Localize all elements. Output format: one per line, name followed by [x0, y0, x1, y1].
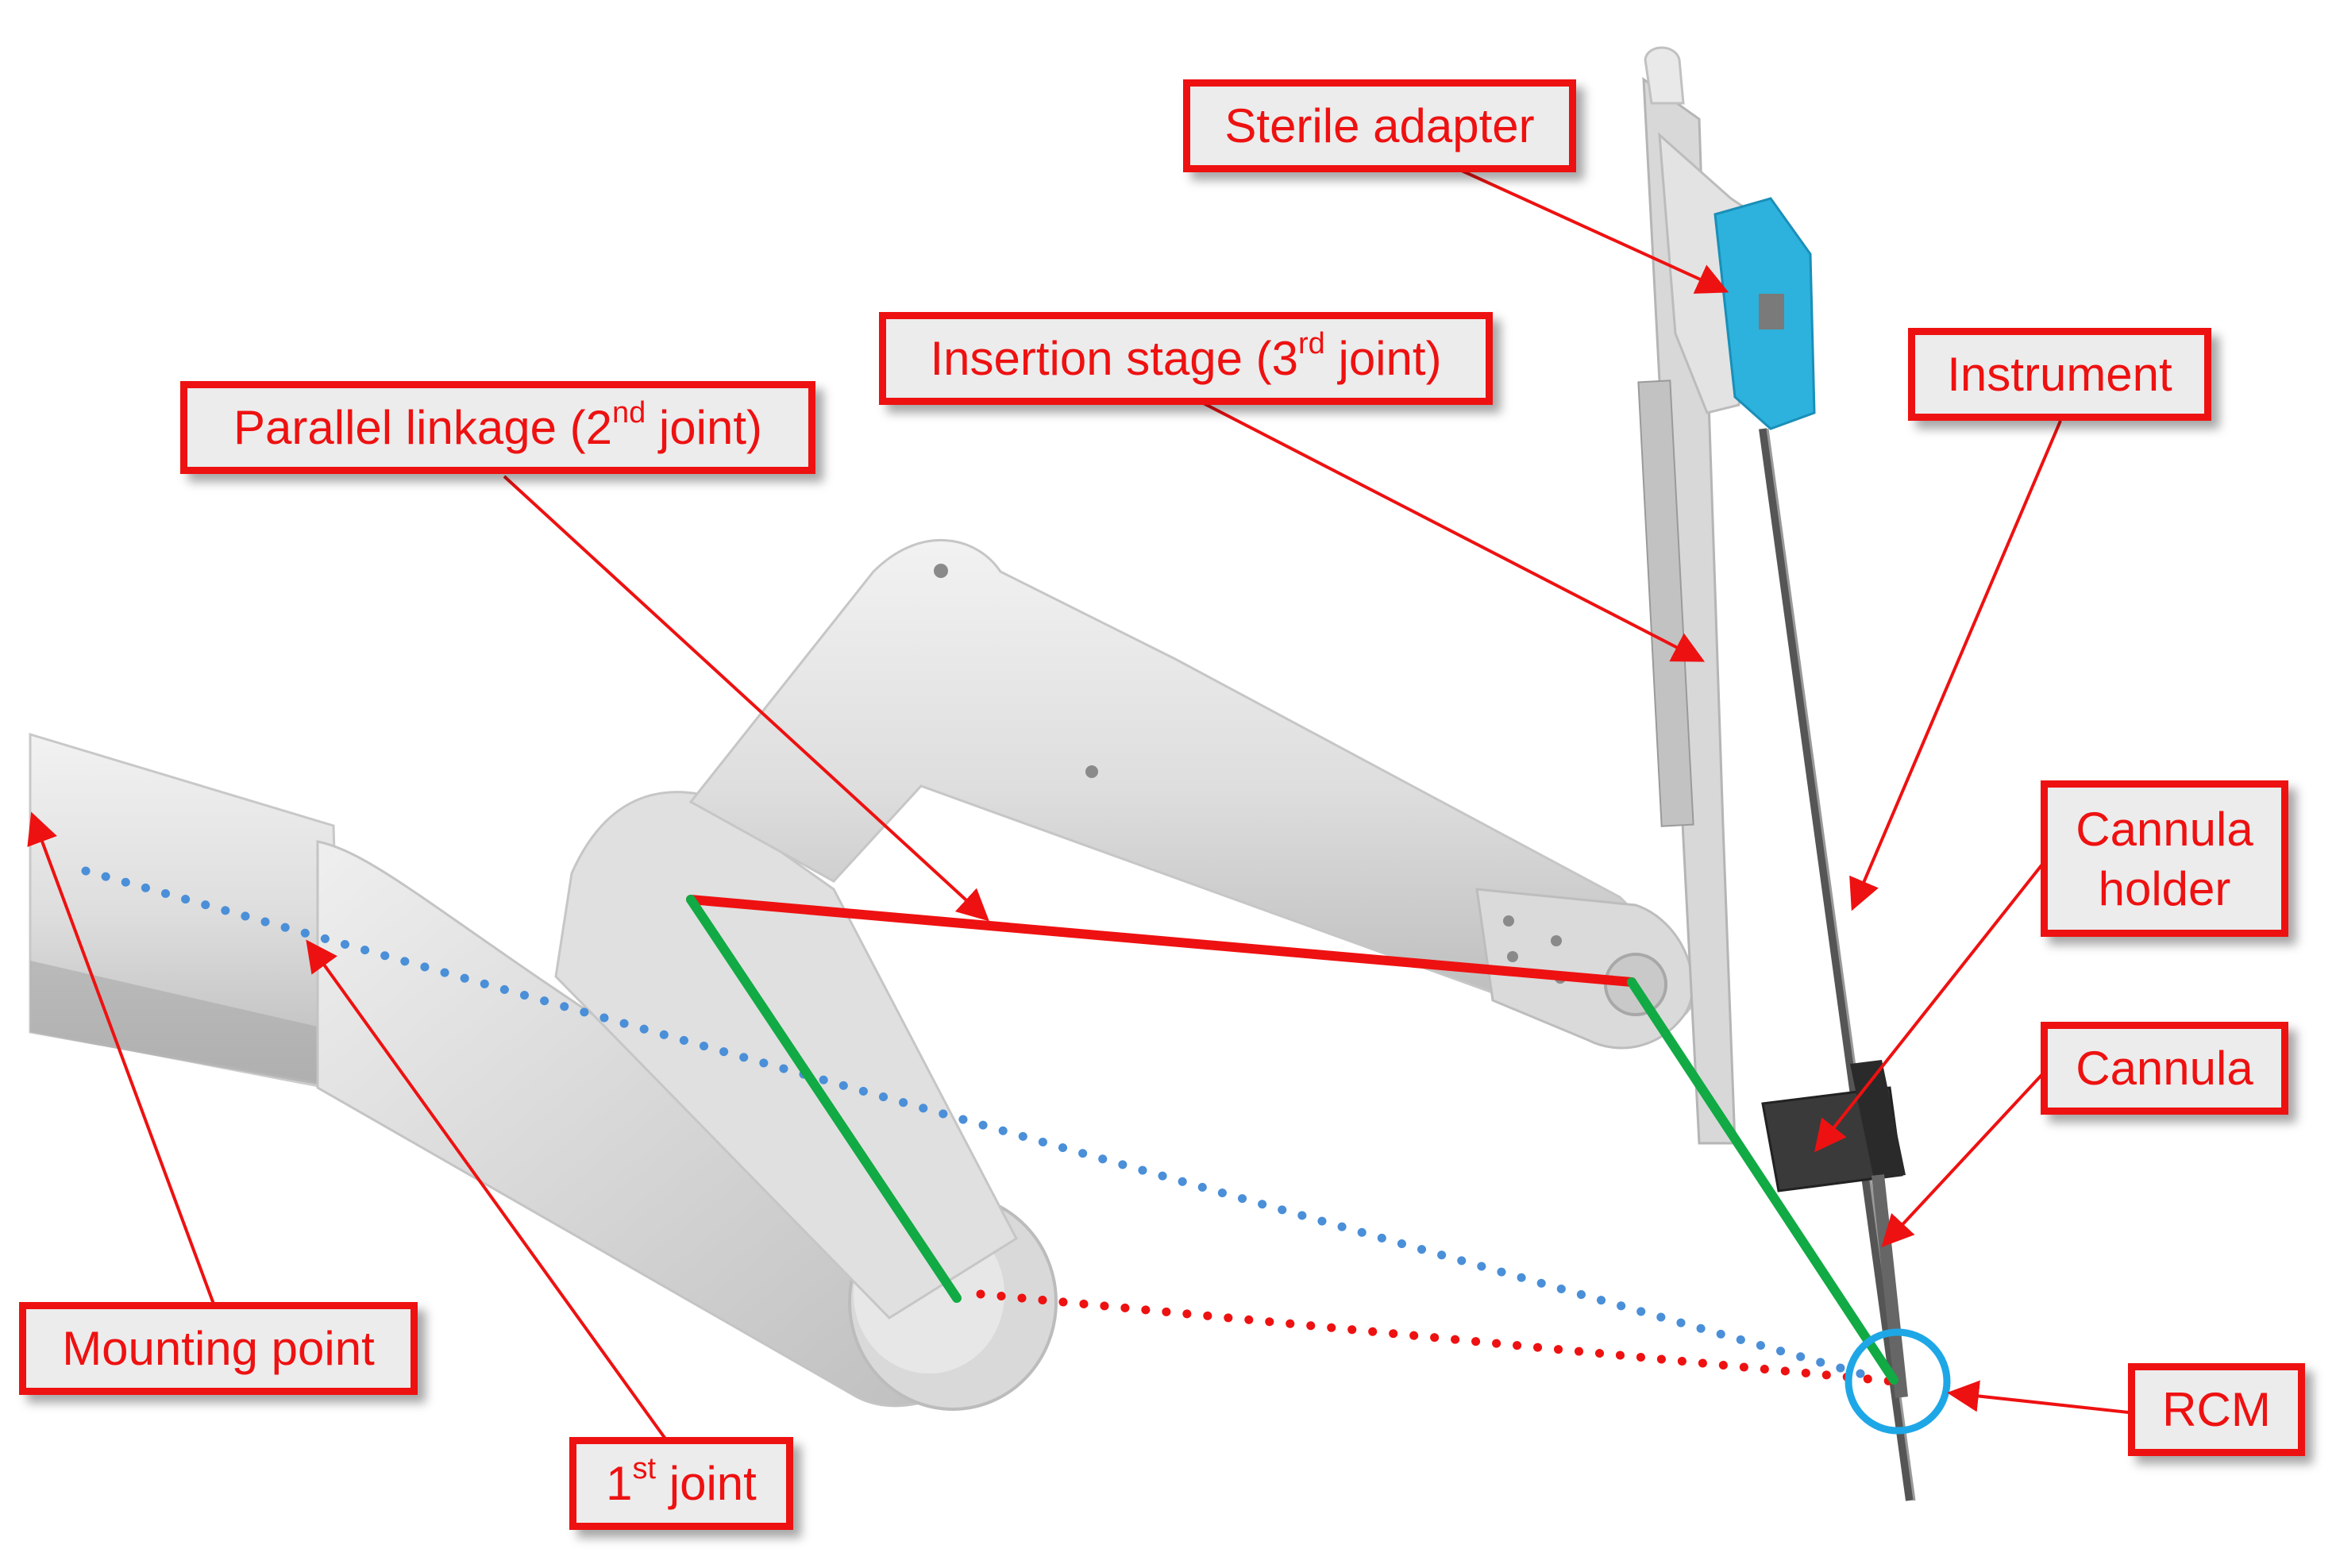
- arrow-cannula: [1886, 1072, 2045, 1242]
- arrow-rcm: [1953, 1393, 2136, 1413]
- label-sterile-adapter: Sterile adapter: [1183, 79, 1576, 172]
- arrow-instrument: [1854, 421, 2060, 905]
- label-mounting-point: Mounting point: [19, 1302, 418, 1395]
- label-insertion-stage: Insertion stage (3rd joint): [879, 312, 1493, 405]
- instrument-shaft: [1763, 429, 1910, 1501]
- arrow-insertion-stage: [1199, 401, 1699, 659]
- label-rcm: RCM: [2128, 1363, 2305, 1456]
- arrow-cannula-holder: [1818, 861, 2045, 1147]
- label-parallel-linkage: Parallel linkage (2nd joint): [180, 381, 815, 474]
- label-cannula-holder: Cannula holder: [2041, 780, 2288, 937]
- label-first-joint: 1st joint: [569, 1437, 793, 1530]
- label-cannula: Cannula: [2041, 1022, 2288, 1115]
- robot-arm-image: [30, 48, 1914, 1501]
- label-instrument: Instrument: [1908, 328, 2211, 421]
- red-dotted-axis: [981, 1294, 1894, 1381]
